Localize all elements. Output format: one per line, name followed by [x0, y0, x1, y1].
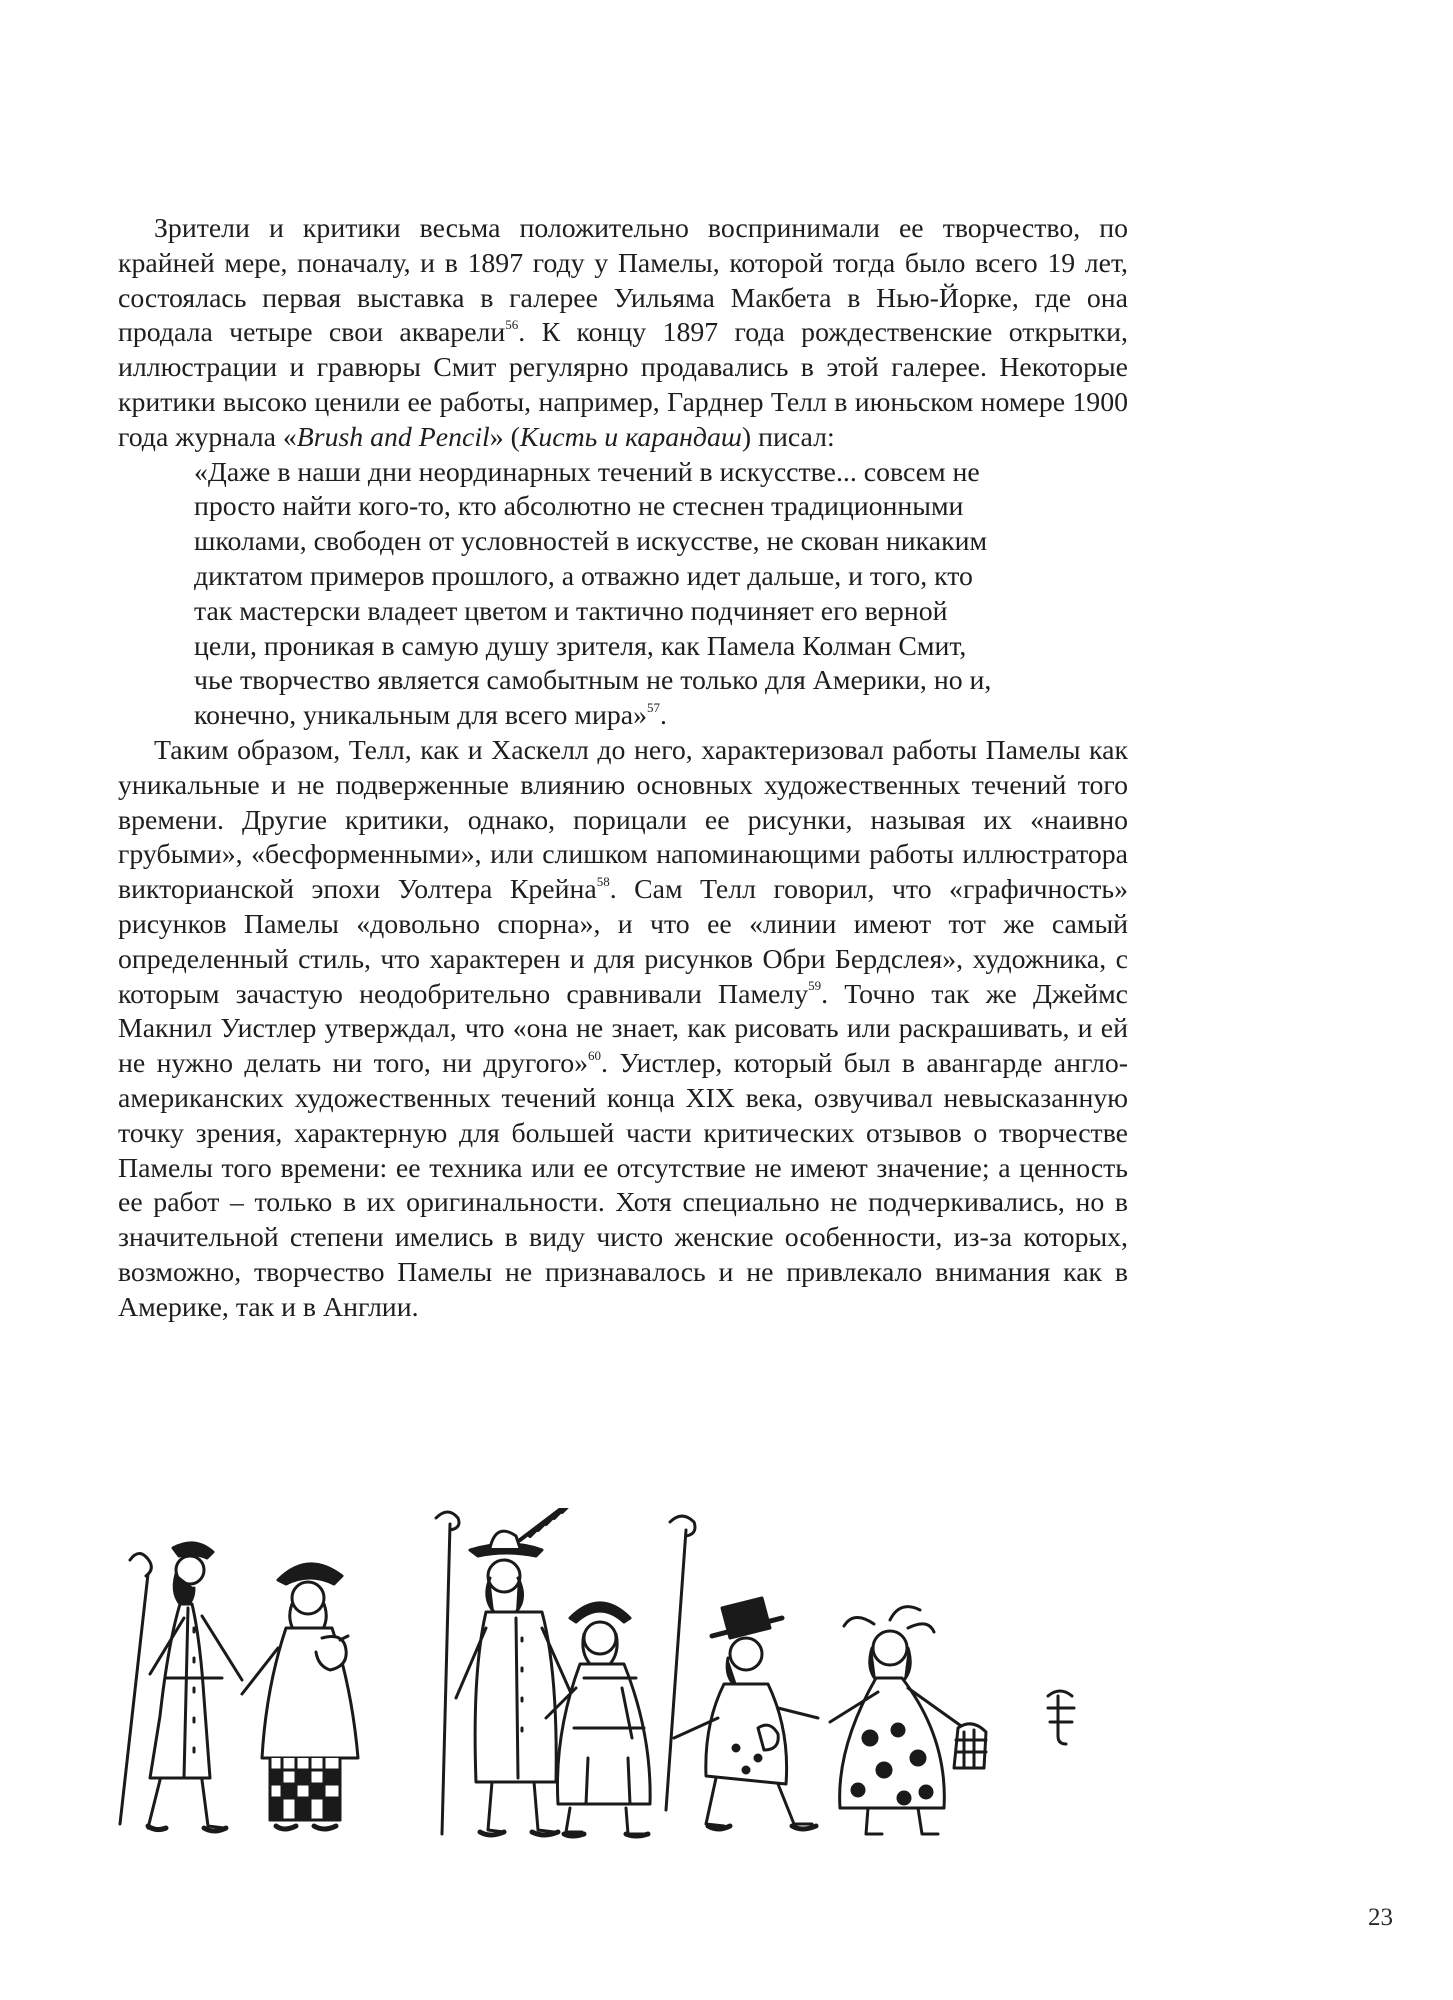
page-number: 23 [1368, 1904, 1393, 1931]
windblown-girl-figure [830, 1607, 986, 1834]
quote-line: диктатом примеров прошлого, а отважно идет дальше, и того, кто [194, 560, 973, 592]
quote-line: цели, проникая в самую душу зрителя, как Памела Колман Смит, [194, 630, 967, 662]
pilgrim-figure [120, 1543, 242, 1831]
footnote-ref-59: 59 [808, 978, 822, 994]
kerchief-girl-figure [546, 1603, 650, 1836]
quote-line-text: конечно, уникальным для всего мира» [194, 700, 648, 732]
journal-title: Brush and Pencil [296, 421, 490, 453]
crook-staff [666, 1516, 695, 1810]
paragraph-2-text-cont2: . Точно так же Джеймс Макнил Уистлер утверждал, что «она не знает, как рисовать или раскрашивать, и ей не нужно делать ни того, ни другого» [118, 978, 1128, 1080]
paragraph-1-text: Зрители и критики весьма положительно воспринимали ее творчество, по крайней мере, поначалу, и в 1897 году у Памелы, которой тогда было всего 19 лет, состоялась первая выставка в галерее Уильяма Макбета в Нью-Йорке, где она продала четыре свои акварели [118, 213, 1128, 349]
footnote-ref-57: 57 [647, 699, 661, 715]
paragraph-1-text-cont: . К концу 1897 года рождественские открытки, иллюстрации и гравюры Смит регулярно продавались в этой галерее. Некоторые критики высоко ценили ее работы, например, Гарднер Телл в июньском номере 1900 года журнала « [118, 317, 1128, 453]
paragraph-2-text-end: . Уистлер, который был в авангарде англо-американских художественных течений конца XIX века, озвучивал невысказанную точку зрения, характерную для большей части критических отзывов о творчестве Памелы того времени: ее техника или ее отсутствие не имеют значение; а ценность ее работ – только в их оригинальности. Хотя специально не подчеркивались, но в значительной степени имелись в виду чисто женские особенности, из-за которых, возможно, творчество Памелы не признавалось и не привлекало внимания как в Америке, так и в Англии. [118, 1048, 1129, 1323]
paragraph-2-text: Таким образом, Телл, как и Хаскелл до него, характеризовал работы Памелы как уникальные и не подверженные влиянию основных художественных течений того времени. Другие критики, однако, порицали ее рисунки, называя их «наивно грубыми», «бесформенными», или слишком напоминающими работы иллюстратора викторианской эпохи Уолтера Крейна [118, 734, 1128, 906]
paragraph-2-text-cont: . Сам Телл говорил, что «графичность» рисунков Памелы «довольно спорна», и что ее «линии имеют тот же самый определенный стиль, что характерен и для рисунков Обри Бердслея», художника, с которым зачастую неодобрительно сравнивали Памелу [118, 874, 1128, 1010]
paragraph-1-punct: » ( [489, 421, 520, 453]
quote-line: просто найти кого-то, кто абсолютно не стеснен традиционными [194, 491, 964, 523]
procession-illustration [118, 1508, 1118, 1854]
body-text [118, 212, 1128, 1326]
paragraph-1-end: ) писал: [741, 421, 835, 453]
artist-monogram-icon [1048, 1691, 1074, 1744]
paragraph-1 [118, 212, 1128, 456]
paragraph-2 [118, 734, 1128, 1326]
footnote-ref-60: 60 [588, 1047, 602, 1063]
block-quote [194, 456, 1064, 734]
quote-line: чье творчество является самобытным не только для Америки, но и, [194, 665, 992, 697]
quote-line: так мастерски владеет цветом и тактично подчиняет его верной [194, 595, 948, 627]
quote-line: школами, свободен от условностей в искусстве, не скован никаким [194, 526, 988, 558]
footnote-ref-56: 56 [505, 317, 519, 333]
footnote-ref-58: 58 [596, 873, 610, 889]
quote-line: «Даже в наши дни неординарных течений в искусстве... совсем не [194, 456, 980, 488]
journal-translation: Кисть и карандаш [519, 421, 742, 453]
top-hat-man-figure [674, 1598, 818, 1829]
quote-line-last: конечно, уникальным для всего мира»$^{57}$. [194, 699, 667, 732]
girl-with-doll-figure [242, 1564, 358, 1829]
